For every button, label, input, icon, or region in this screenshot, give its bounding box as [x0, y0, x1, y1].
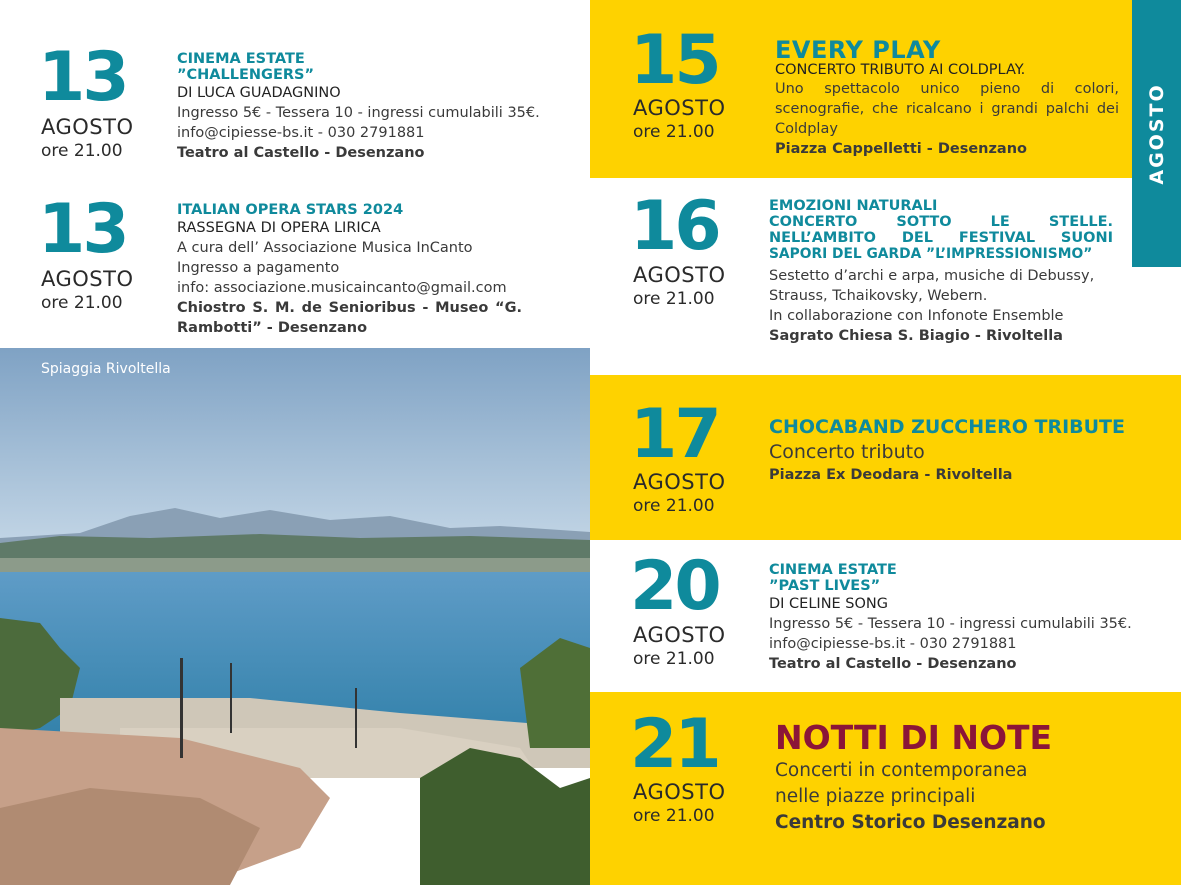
- event-time: ore 21.00: [633, 289, 715, 309]
- event-detail: Ingresso 5€ - Tessera 10 - ingressi cumulabili 35€.: [177, 105, 540, 121]
- event-title: NOTTI DI NOTE: [775, 718, 1053, 757]
- event-title: CINEMA ESTATE: [769, 562, 897, 578]
- event-detail: Sestetto d’archi e arpa, musiche di Debussy, Strauss, Tchaikovsky, Webern.: [769, 268, 1095, 304]
- event-subtitle: DI CELINE SONG: [769, 596, 889, 612]
- event-venue: Piazza Ex Deodara - Rivoltella: [769, 467, 1013, 483]
- event-detail: Ingresso 5€ - Tessera 10 - ingressi cumulabili 35€.: [769, 616, 1132, 632]
- event-info: [775, 38, 1119, 159]
- event-detail: Uno spettacolo unico pieno di colori, scenografie, che ricalcano i grandi palchi dei Coldplay: [775, 81, 1119, 137]
- month-side-tab: AGOSTO: [1132, 0, 1181, 267]
- event-day: 13: [38, 190, 127, 269]
- photo-caption: Spiaggia Rivoltella: [41, 361, 171, 377]
- event-title: NELL’AMBITO DEL FESTIVAL SUONI: [769, 230, 1113, 246]
- event-subtitle: CONCERTO TRIBUTO AI COLDPLAY.: [775, 62, 1026, 78]
- event-month: AGOSTO: [41, 115, 134, 139]
- event-venue: Chiostro S. M. de Senioribus - Museo “G. Rambotti” - Desenzano: [177, 300, 522, 336]
- event-time: ore 21.00: [633, 806, 715, 826]
- event-day: 20: [630, 547, 719, 626]
- event-day: 13: [38, 38, 127, 117]
- event-title: ITALIAN OPERA STARS 2024: [177, 202, 404, 218]
- event-info: [775, 718, 1155, 836]
- event-day: 16: [630, 187, 719, 266]
- event-time: ore 21.00: [633, 496, 715, 516]
- event-time: ore 21.00: [41, 293, 123, 313]
- event-month: AGOSTO: [633, 96, 726, 120]
- event-venue: Sagrato Chiesa S. Biagio - Rivoltella: [769, 328, 1063, 344]
- event-detail: In collaborazione con Infonote Ensemble: [769, 308, 1064, 324]
- event-month: AGOSTO: [41, 267, 134, 291]
- event-venue: Centro Storico Desenzano: [775, 812, 1046, 833]
- event-detail: info@cipiesse-bs.it - 030 2791881: [177, 125, 425, 141]
- event-title: ”PAST LIVES”: [769, 578, 881, 594]
- event-day: 21: [630, 705, 719, 784]
- event-info: [177, 51, 577, 163]
- event-detail: info@cipiesse-bs.it - 030 2791881: [769, 636, 1017, 652]
- event-time: ore 21.00: [633, 122, 715, 142]
- event-month: AGOSTO: [633, 470, 726, 494]
- event-detail: nelle piazze principali: [775, 786, 976, 807]
- event-detail: Concerti in contemporanea: [775, 760, 1028, 781]
- event-info: [769, 198, 1113, 346]
- event-venue: Teatro al Castello - Desenzano: [769, 656, 1017, 672]
- event-time: ore 21.00: [41, 141, 123, 161]
- event-month: AGOSTO: [633, 780, 726, 804]
- event-subtitle: RASSEGNA DI OPERA LIRICA: [177, 220, 381, 236]
- event-title: SAPORI DEL GARDA ”L’IMPRESSIONISMO”: [769, 246, 1093, 262]
- event-month: AGOSTO: [633, 623, 726, 647]
- event-title: CONCERTO SOTTO LE STELLE.: [769, 214, 1113, 230]
- event-venue: Teatro al Castello - Desenzano: [177, 145, 425, 161]
- event-subtitle: DI LUCA GUADAGNINO: [177, 85, 341, 101]
- event-info: [177, 202, 522, 338]
- event-title: EVERY PLAY: [775, 36, 941, 64]
- event-title: CHOCABAND ZUCCHERO TRIBUTE: [769, 416, 1125, 438]
- event-venue: Piazza Cappelletti - Desenzano: [775, 141, 1028, 157]
- event-month: AGOSTO: [633, 263, 726, 287]
- event-day: 17: [630, 395, 719, 474]
- event-info: [769, 415, 1149, 485]
- event-subtitle: Concerto tributo: [769, 441, 925, 463]
- event-info: [769, 562, 1169, 674]
- event-title: CINEMA ESTATE: [177, 51, 305, 67]
- event-detail: Ingresso a pagamento: [177, 260, 340, 276]
- event-detail: info: associazione.musicaincanto@gmail.com: [177, 280, 507, 296]
- event-title: ”CHALLENGERS”: [177, 67, 314, 83]
- beach-photo: [0, 348, 590, 885]
- event-day: 15: [630, 21, 719, 100]
- event-title: EMOZIONI NATURALI: [769, 198, 938, 214]
- event-detail: A cura dell’ Associazione Musica InCanto: [177, 240, 473, 256]
- event-time: ore 21.00: [633, 649, 715, 669]
